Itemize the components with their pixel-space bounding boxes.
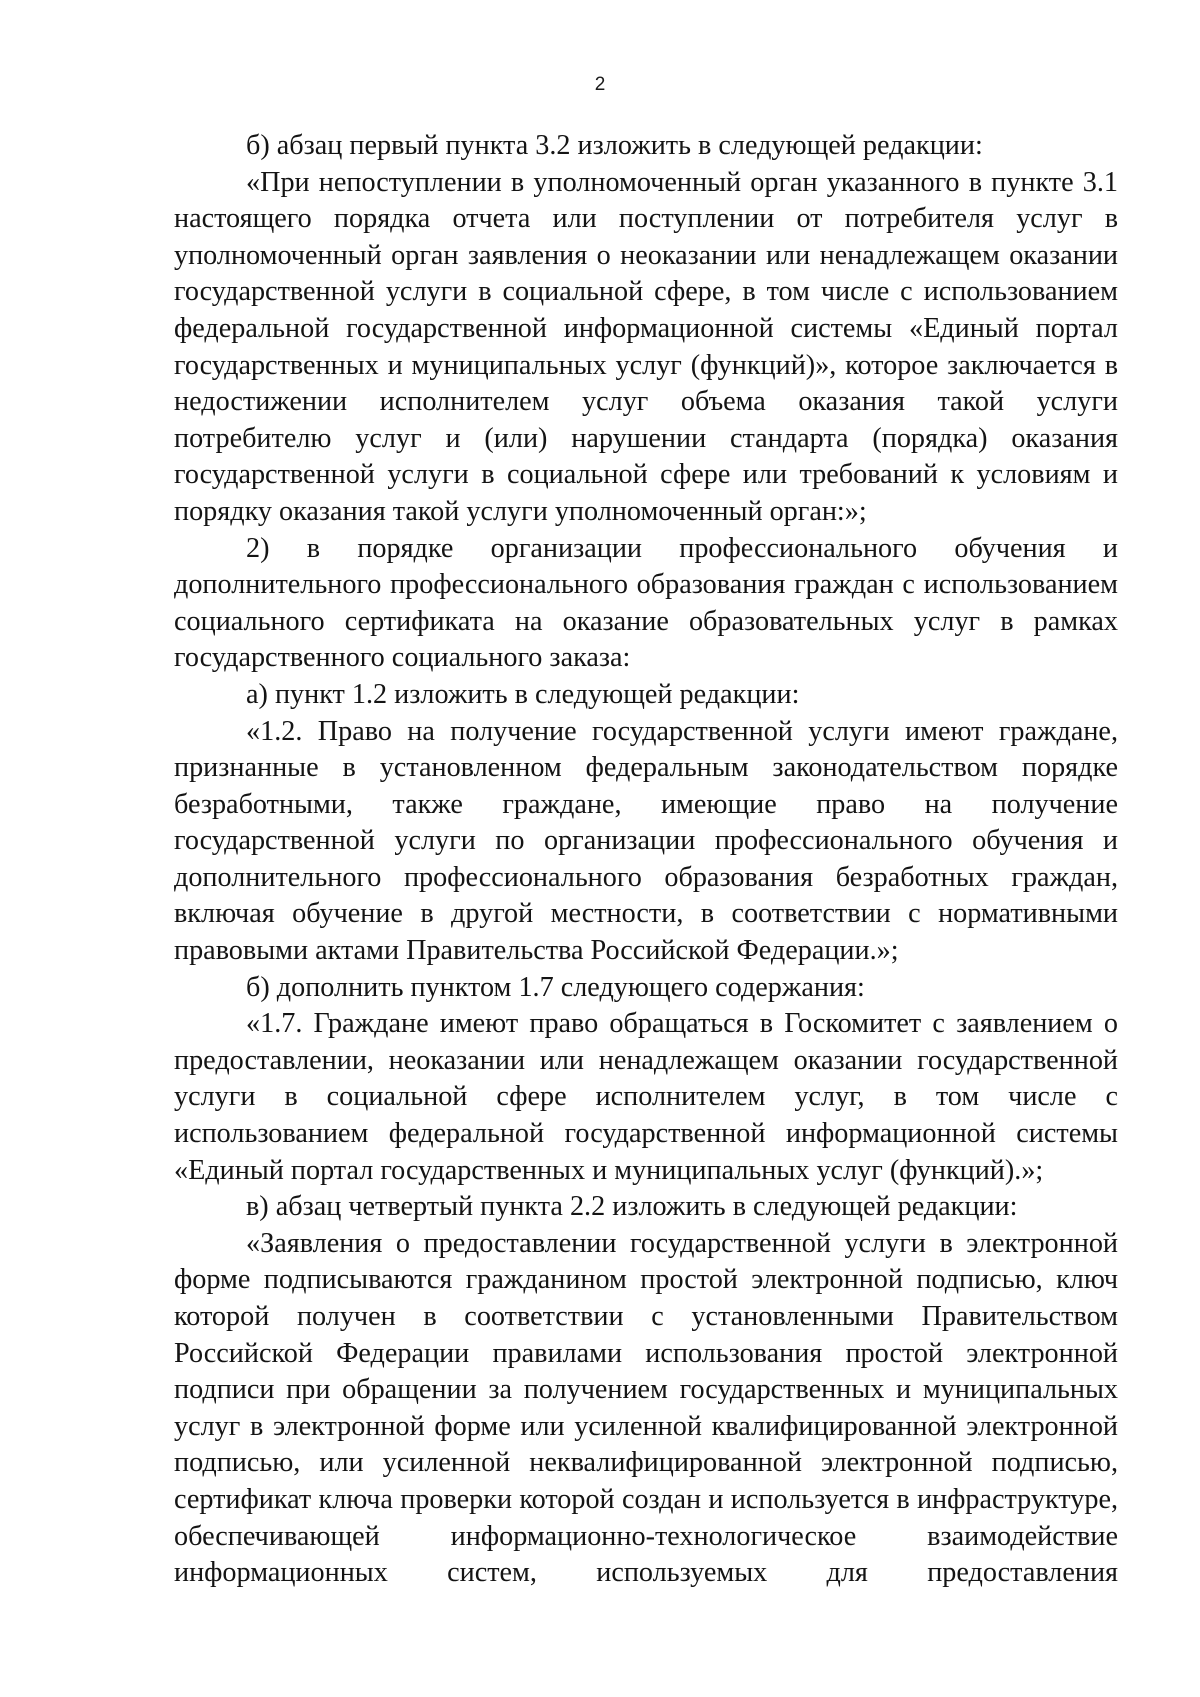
paragraph-4: а) пункт 1.2 изложить в следующей редакции: xyxy=(246,678,800,710)
paragraph-3: 2) в порядке организации профессионального обучения и дополнительного профессионального образования граждан с использованием социального сертификата на оказание образовательных услуг в рамках государственного социального заказа: xyxy=(174,532,1118,674)
paragraph-5: «1.2. Право на получение государственной услуги имеют граждане, признанные в установленном федеральным законодательством порядке безработными, также граждане, имеющие право на получение государственной услуги по организации профессионального обучения и дополнительного профессионального образования безработных граждан, включая обучение в другой местности, в соответствии с нормативными правовыми актами Правительства Российской Федерации.»; xyxy=(174,715,1118,967)
document-body xyxy=(174,128,1118,1592)
page-number: 2 xyxy=(594,74,606,95)
paragraph-7: «1.7. Граждане имеют право обращаться в Госкомитет с заявлением о предоставлении, неоказании или ненадлежащем оказании государственной услуги в социальной сфере исполнителем услуг, в том числе с использованием федеральной государственной информационной системы «Единый портал государственных и муниципальных услуг (функций).»; xyxy=(174,1008,1118,1186)
paragraph-6: б) дополнить пунктом 1.7 следующего содержания: xyxy=(246,971,865,1003)
paragraph-1: б) абзац первый пункта 3.2 изложить в следующей редакции: xyxy=(246,130,983,161)
paragraph-9: «Заявления о предоставлении государственной услуги в электронной форме подписываются гражданином простой электронной подписью, ключ которой получен в соответствии с установленными Правительством Российской Федерации правилами использования простой электронной подписи при обращении за получением государственных и муниципальных услуг в электронной форме или усиленной квалифицированной электронной подписью, или усиленной неквалифицированной электронной подписью, сертификат ключа проверки которой создан и используется в инфраструктуре, обеспечивающей информационно-технологическое взаимодействие информационных систем, используемых для предоставления xyxy=(174,1227,1118,1589)
paragraph-8: в) абзац четвертый пункта 2.2 изложить в следующей редакции: xyxy=(246,1191,1018,1223)
paragraph-2: «При непоступлении в уполномоченный орган указанного в пункте 3.1 настоящего порядка отчета или поступлении от потребителя услуг в уполномоченный орган заявления о неоказании или ненадлежащем оказании государственной услуги в социальной сфере, в том числе с использованием федеральной государственной информационной системы «Единый портал государственных и муниципальных услуг (функций)», которое заключается в недостижении исполнителем услуг объема оказания такой услуги потребителю услуг и (или) нарушении стандарта (порядка) оказания государственной услуги в социальной сфере или требований к условиям и порядку оказания такой услуги уполномоченный орган:»; xyxy=(174,166,1118,527)
